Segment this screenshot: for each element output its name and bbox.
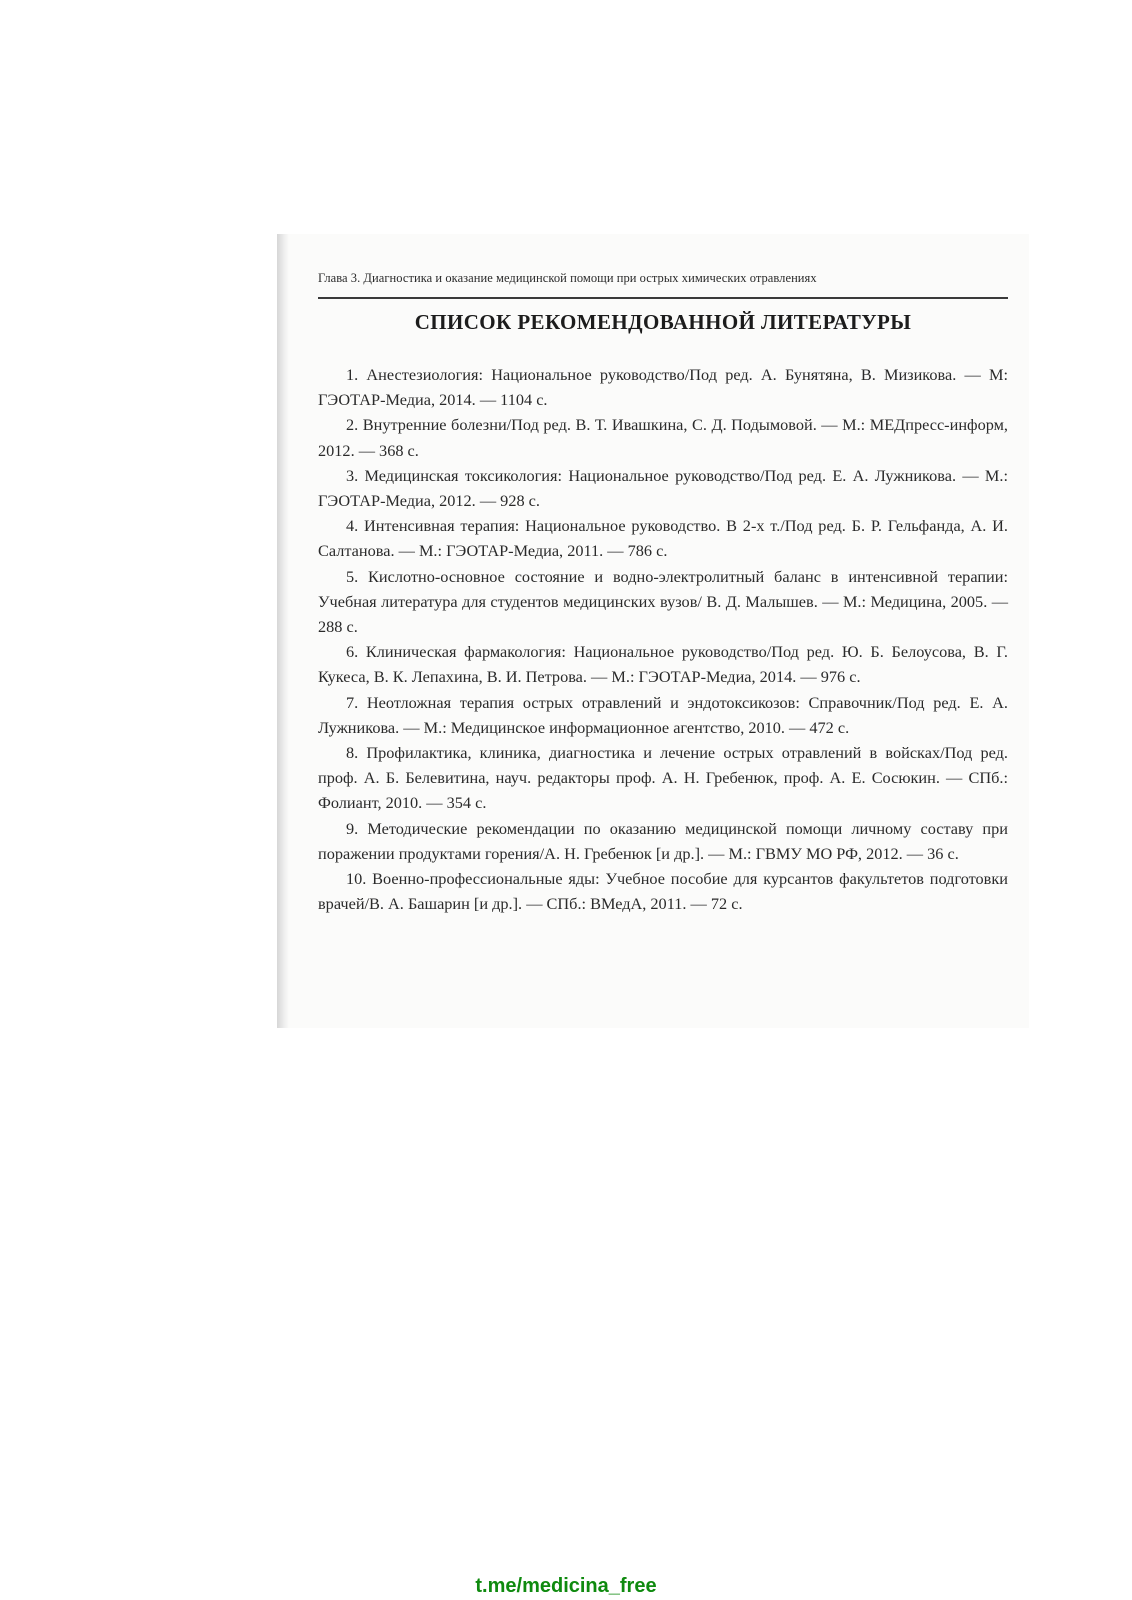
scanned-page [277, 234, 1029, 1028]
reference-item: 10. Военно-профессиональные яды: Учебное пособие для курсантов факультетов подготовки врачей/В. А. Башарин [и др.]. — СПб.: ВМедА, 2011. — 72 с. [318, 869, 1008, 914]
reference-item: 2. Внутренние болезни/Под ред. В. Т. Ивашкина, С. Д. Подымовой. — М.: МЕДпресс-информ, 2012. — 368 с. [318, 415, 1008, 460]
reference-item: 6. Клиническая фармакология: Национальное руководство/Под ред. Ю. Б. Белоусова, В. Г. Кукеса, В. К. Лепахина, В. И. Петрова. — М.: ГЭОТАР-Медиа, 2014. — 976 с. [318, 642, 1008, 687]
watermark-link[interactable]: t.me/medicina_free [475, 1575, 657, 1597]
reference-item: 5. Кислотно-основное состояние и водно-электролитный баланс в интенсивной терапии: Учебная литература для студентов медицинских вузов/ В. Д. Малышев. — М.: Медицина, 2005. — 288 с. [318, 566, 1008, 637]
reference-item: 3. Медицинская токсикология: Национальное руководство/Под ред. Е. А. Лужникова. — М.: ГЭОТАР-Медиа, 2012. — 928 с. [318, 465, 1008, 511]
running-head: Глава 3. Диагностика и оказание медицинской помощи при острых химических отравлениях [318, 271, 817, 285]
reference-item: 1. Анестезиология: Национальное руководство/Под ред. А. Бунятяна, В. Мизикова. — М: ГЭОТАР-Медиа, 2014. — 1104 с. [318, 365, 1008, 410]
reference-item: 9. Методические рекомендации по оказанию медицинской помощи личному составу при поражении продуктами горения/А. Н. Гребенюк [и др.]. — М.: ГВМУ МО РФ, 2012. — 36 с. [318, 818, 1008, 863]
section-title: СПИСОК РЕКОМЕНДОВАННОЙ ЛИТЕРАТУРЫ [414, 310, 912, 334]
reference-item: 8. Профилактика, клиника, диагностика и лечение острых отравлений в войсках/Под ред. проф. А. Б. Белевитина, науч. редакторы проф. А. Н. Гребенюк, проф. А. Е. Сосюкин. — СПб.: Фолиант, 2010. — 354 с. [318, 743, 1008, 813]
reference-item: 4. Интенсивная терапия: Национальное руководство. В 2-х т./Под ред. Б. Р. Гельфанда, А. И. Салтанова. — М.: ГЭОТАР-Медиа, 2011. — 786 с. [318, 516, 1008, 561]
header-rule [318, 297, 1008, 299]
reference-list [318, 362, 1008, 916]
page-binding-shadow [277, 234, 289, 1028]
reference-item: 7. Неотложная терапия острых отравлений и эндотоксикозов: Справочник/Под ред. Е. А. Лужникова. — М.: Медицинское информационное агентство, 2010. — 472 с. [318, 692, 1008, 737]
